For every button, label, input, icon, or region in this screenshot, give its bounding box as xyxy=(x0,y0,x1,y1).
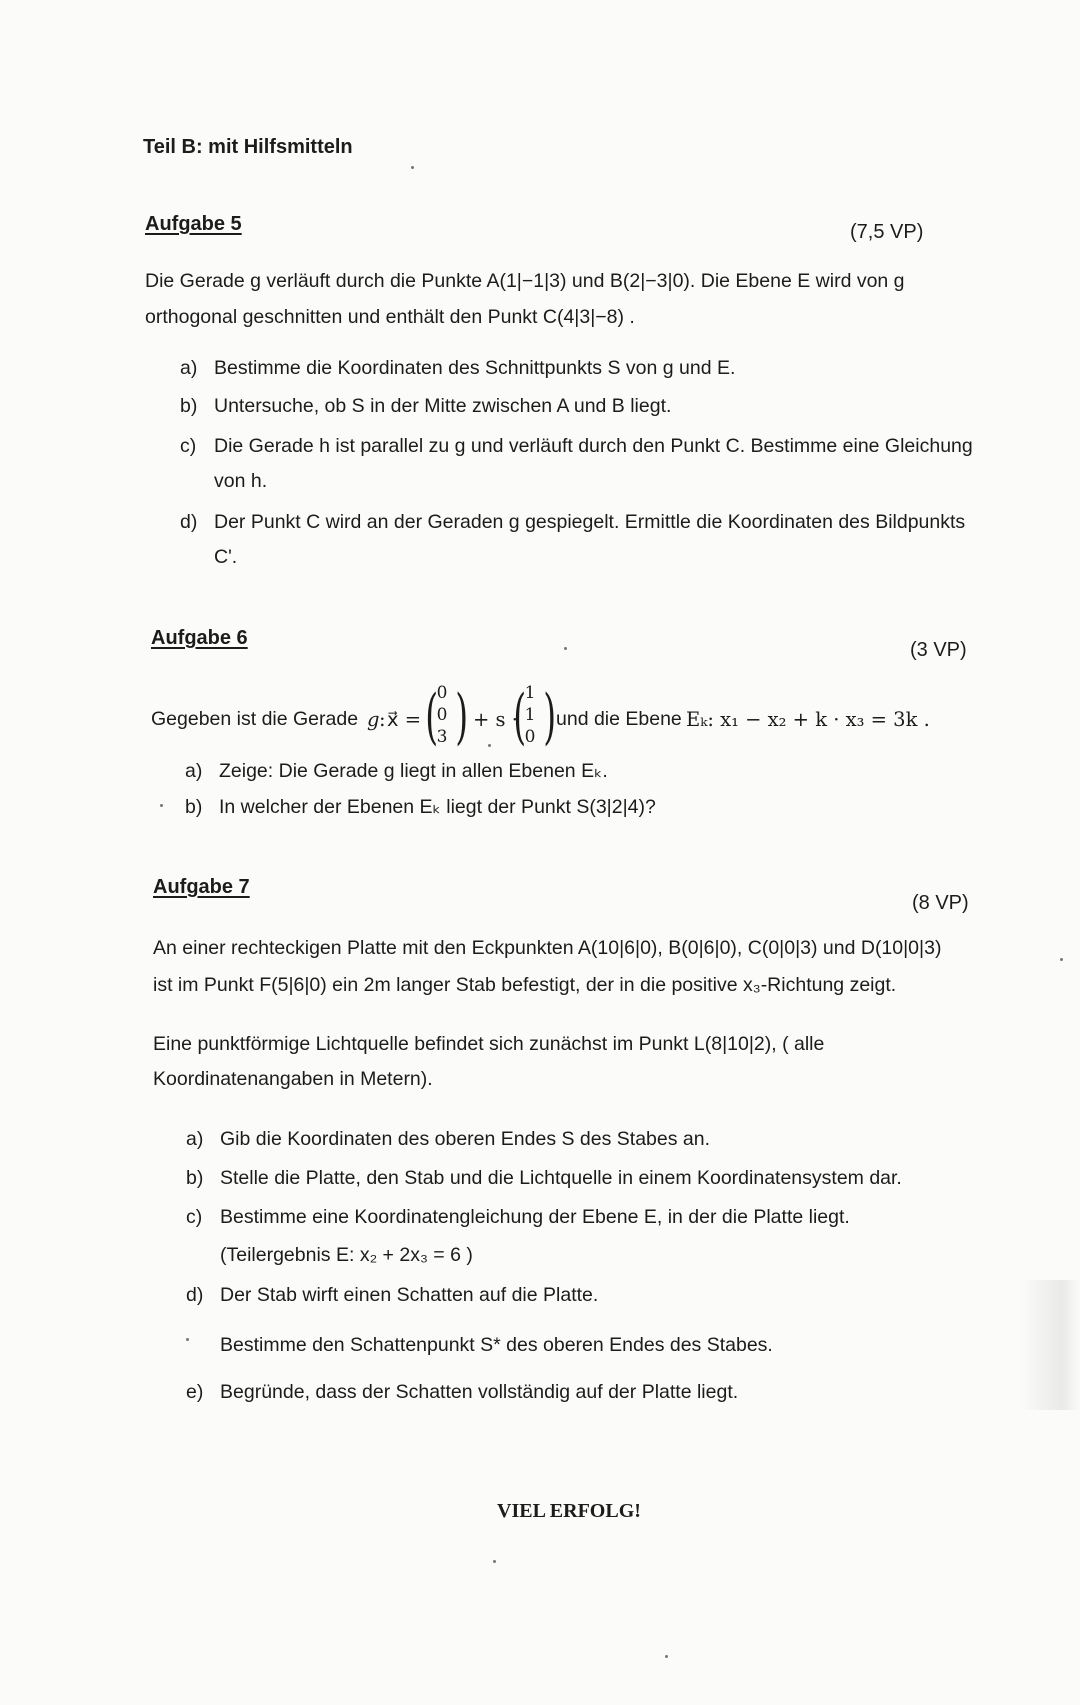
scan-speck xyxy=(411,166,414,169)
scan-edge-shadow xyxy=(1020,1280,1080,1410)
task5-points: (7,5 VP) xyxy=(850,221,924,243)
item-text: Bestimme eine Koordinatengleichung der Ebene E, in der die Platte liegt. xyxy=(220,1206,850,1228)
task7-intro2-line1: Eine punktförmige Lichtquelle befindet sich zunächst im Punkt L(8|10|2), ( alle xyxy=(153,1033,825,1055)
task5-item-d-cont: C'. xyxy=(214,546,238,568)
task7-item-d xyxy=(186,1279,598,1312)
item-text: Die Gerade h ist parallel zu g und verläuft durch den Punkt C. Bestimme eine Gleichung xyxy=(214,435,973,457)
item-label: d) xyxy=(180,511,198,533)
left-paren-icon: ( xyxy=(513,682,527,752)
item-label: b) xyxy=(180,395,198,417)
line-colon: : xyxy=(379,708,386,731)
item-label: b) xyxy=(186,1167,204,1189)
item-text: Der Punkt C wird an der Geraden g gespiegelt. Ermittle die Koordinaten des Bildpunkts xyxy=(214,511,966,533)
plus-s-label: + s · xyxy=(473,708,518,731)
task6-points: (3 VP) xyxy=(910,639,967,661)
task5-intro-line2: orthogonal geschnitten und enthält den Punkt C(4|3|−8) . xyxy=(145,306,635,328)
item-label: a) xyxy=(180,357,198,379)
task6-heading: Aufgabe 6 xyxy=(151,627,248,649)
line-name: g xyxy=(367,708,380,731)
task5-item-c-cont: von h. xyxy=(214,470,268,492)
scan-speck xyxy=(186,1338,189,1341)
task5-item-c xyxy=(180,430,973,463)
page-title: Teil B: mit Hilfsmitteln xyxy=(143,136,353,158)
closing-note: VIEL ERFOLG! xyxy=(497,1500,641,1522)
item-text: Gib die Koordinaten des oberen Endes S des Stabes an. xyxy=(220,1128,711,1150)
support-vector-x1: 0 xyxy=(436,683,448,703)
task6-item-b xyxy=(185,791,656,824)
scan-speck xyxy=(665,1655,668,1658)
item-label: d) xyxy=(186,1284,204,1306)
item-text: In welcher der Ebenen Eₖ liegt der Punkt S(3|2|4)? xyxy=(219,796,656,818)
task7-points: (8 VP) xyxy=(912,892,969,914)
scan-speck xyxy=(160,804,163,807)
left-paren-icon: ( xyxy=(425,682,439,752)
scan-speck xyxy=(488,744,491,747)
support-vector-x3: 3 xyxy=(436,727,448,747)
item-label: a) xyxy=(186,1128,204,1150)
task7-item-b xyxy=(186,1162,902,1195)
task7-item-e xyxy=(186,1376,738,1409)
direction-vector-x2: 1 xyxy=(524,705,536,725)
plane-equation: Eₖ: x₁ − x₂ + k · x₃ = 3k . xyxy=(686,708,930,731)
direction-vector-x1: 1 xyxy=(524,683,536,703)
item-label: c) xyxy=(186,1206,203,1228)
task7-item-c-cont: (Teilergebnis E: x₂ + 2x₃ = 6 ) xyxy=(220,1244,473,1266)
item-label: a) xyxy=(185,760,203,782)
item-label: e) xyxy=(186,1381,204,1403)
task7-item-a xyxy=(186,1123,710,1156)
task5-item-a xyxy=(180,352,735,385)
item-text: Untersuche, ob S in der Mitte zwischen A und B liegt. xyxy=(214,395,672,417)
item-text: Bestimme die Koordinaten des Schnittpunkts S von g und E. xyxy=(214,357,736,379)
task7-intro-line1: An einer rechteckigen Platte mit den Eckpunkten A(10|6|0), B(0|6|0), C(0|0|3) und D(10|0|3) xyxy=(153,937,942,959)
task7-intro-line2: ist im Punkt F(5|6|0) ein 2m langer Stab befestigt, der in die positive x₃-Richtung zeigt. xyxy=(153,974,897,996)
scan-speck xyxy=(493,1560,496,1563)
item-text: Der Stab wirft einen Schatten auf die Platte. xyxy=(220,1284,599,1306)
task6-item-a xyxy=(185,755,608,788)
scan-speck xyxy=(564,647,567,650)
task5-item-b xyxy=(180,390,671,423)
task7-intro2-line2: Koordinatenangaben in Metern). xyxy=(153,1068,433,1090)
right-paren-icon: ) xyxy=(455,682,469,752)
item-text: Stelle die Platte, den Stab und die Lichtquelle in einem Koordinatensystem dar. xyxy=(220,1167,902,1189)
task6-intro-prefix: Gegeben ist die Gerade xyxy=(151,708,359,730)
scan-speck xyxy=(1060,958,1063,961)
item-text: Zeige: Die Gerade g liegt in allen Ebenen Eₖ. xyxy=(219,760,608,782)
task6-intro-mid: und die Ebene xyxy=(556,708,682,730)
task7-heading: Aufgabe 7 xyxy=(153,876,250,898)
direction-vector-x3: 0 xyxy=(524,727,536,747)
item-text: Begründe, dass der Schatten vollständig auf der Platte liegt. xyxy=(220,1381,739,1403)
task5-intro-line1: Die Gerade g verläuft durch die Punkte A(1|−1|3) und B(2|−3|0). Die Ebene E wird von g xyxy=(145,270,905,292)
support-vector-x2: 0 xyxy=(436,705,448,725)
task7-item-d-cont: Bestimme den Schattenpunkt S* des oberen Endes des Stabes. xyxy=(220,1334,773,1356)
vector-x-label: x⃗ = xyxy=(387,708,422,731)
item-label: c) xyxy=(180,435,197,457)
item-label: b) xyxy=(185,796,203,818)
task5-heading: Aufgabe 5 xyxy=(145,213,242,235)
right-paren-icon: ) xyxy=(543,682,557,752)
task7-item-c xyxy=(186,1201,850,1234)
task5-item-d xyxy=(180,506,965,539)
